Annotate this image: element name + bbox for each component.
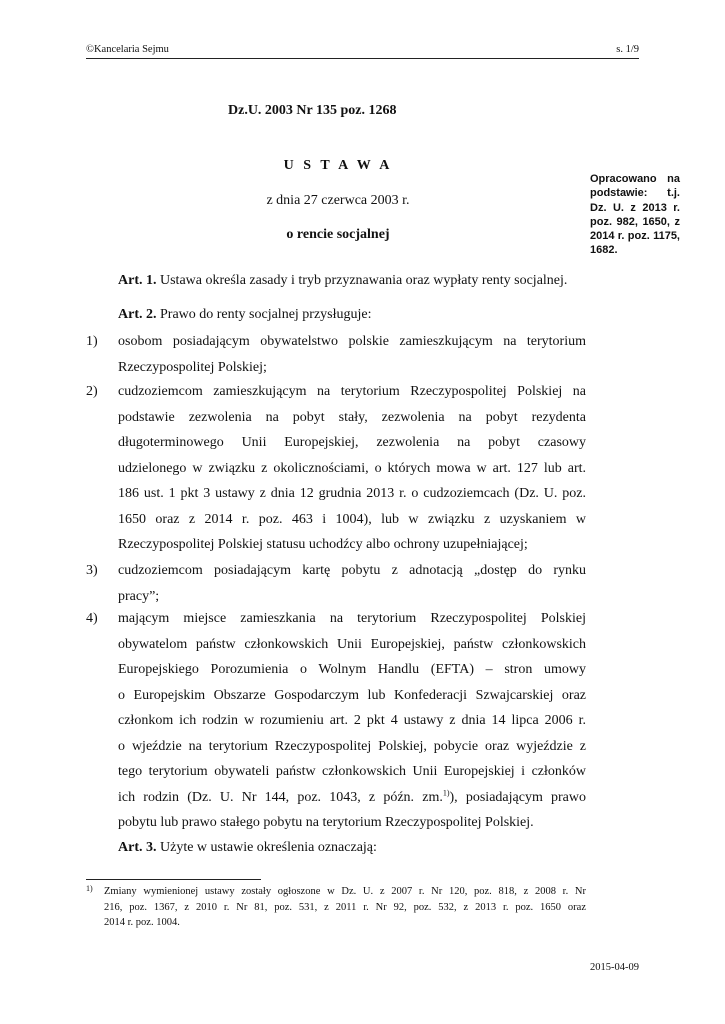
list-item-text bbox=[118, 379, 586, 558]
list-item-number: 1) bbox=[86, 334, 98, 349]
footnote-line: Zmiany wymienionej ustawy zostały ogłoszone w Dz. U. z 2007 r. Nr 120, poz. 818, z 2008 r. Nr bbox=[104, 886, 586, 897]
article-2 bbox=[118, 305, 586, 325]
footer-date: 2015-04-09 bbox=[590, 962, 639, 973]
document-type: U S T A W A bbox=[283, 158, 393, 173]
article-1-text: Ustawa określa zasady i tryb przyznawania oraz wypłaty renty socjalnej. bbox=[156, 273, 568, 288]
article-2-text: Prawo do renty socjalnej przysługuje: bbox=[156, 307, 372, 322]
footnote-text bbox=[104, 884, 586, 931]
text-line: cudzoziemcom posiadającym kartę pobytu z adnotacją „dostęp do rynku bbox=[118, 563, 586, 578]
footnote-divider bbox=[86, 879, 261, 880]
list-item-text bbox=[118, 329, 586, 380]
note-line: poz. 982, 1650, z bbox=[590, 215, 680, 228]
text-line: o wjeździe na terytorium Rzeczypospolitej Polskiej, pobycie oraz wyjeździe z bbox=[118, 738, 586, 754]
note-line: Dz. U. z 2013 r. bbox=[590, 201, 680, 214]
text-line: pracy”; bbox=[118, 588, 160, 604]
header-divider bbox=[86, 58, 639, 59]
text-line: członkom ich rodzin w rozumieniu art. 2 pkt 4 ustawy z dnia 14 lipca 2006 r. bbox=[118, 713, 586, 728]
text-line: cudzoziemcom zamieszkującym na terytorium Rzeczypospolitej Polskiej na bbox=[118, 384, 586, 399]
list-item-number: 2) bbox=[86, 384, 98, 399]
text-line: Rzeczypospolitej Polskiej statusu uchodźcy albo ochrony uzupełniającej; bbox=[118, 537, 528, 552]
document-reference: Dz.U. 2003 Nr 135 poz. 1268 bbox=[228, 103, 397, 118]
consolidation-note bbox=[590, 172, 680, 258]
footnote-reference[interactable]: 1) bbox=[442, 787, 450, 797]
text-line: podstawie zezwolenia na pobyt stały, zezwolenia na pobyt rezydenta bbox=[118, 409, 586, 425]
text-line bbox=[118, 785, 586, 811]
text-line: mającym miejsce zamieszkania na terytorium Rzeczypospolitej Polskiej bbox=[118, 611, 586, 626]
text-line: pobytu lub prawo stałego pobytu na terytorium Rzeczypospolitej Polskiej. bbox=[118, 815, 534, 830]
text-segment: ), posiadającym prawo bbox=[449, 789, 587, 805]
list-item-text bbox=[118, 606, 586, 836]
text-line: długoterminowego Unii Europejskiej, zezwolenia na pobyt czasowy bbox=[118, 435, 586, 450]
article-1-label: Art. 1. bbox=[118, 273, 157, 288]
note-line: 1682. bbox=[590, 244, 618, 257]
footnote-line: 2014 r. poz. 1004. bbox=[104, 917, 180, 928]
header-page-number: s. 1/9 bbox=[616, 44, 639, 55]
article-3-text: Użyte w ustawie określenia oznaczają: bbox=[156, 840, 377, 855]
text-line: o Europejskim Obszarze Gospodarczym lub Konfederacji Szwajcarskiej oraz bbox=[118, 687, 586, 703]
text-line: tego terytorium obywateli państw członkowskich Unii Europejskiej i członków bbox=[118, 764, 586, 779]
article-1 bbox=[118, 271, 586, 291]
note-line: 2014 r. poz. 1175, bbox=[590, 230, 680, 243]
text-segment: ich rodzin (Dz. U. Nr 144, poz. 1043, z późn. zm. bbox=[118, 789, 443, 805]
article-3-label: Art. 3. bbox=[118, 840, 157, 855]
note-line: Opracowano na bbox=[590, 173, 680, 185]
text-line: osobom posiadającym obywatelstwo polskie zamieszkującym na terytorium bbox=[118, 334, 586, 349]
article-2-label: Art. 2. bbox=[118, 307, 157, 322]
footnote-line: 216, poz. 1367, z 2010 r. Nr 81, poz. 531, z 2011 r. Nr 92, poz. 532, z 2013 r. poz. 1650 oraz bbox=[104, 901, 586, 913]
list-item-number: 3) bbox=[86, 563, 98, 578]
header-publisher: ©Kancelaria Sejmu bbox=[86, 44, 169, 55]
list-item-text bbox=[118, 558, 586, 609]
footnote-number: 1) bbox=[86, 884, 93, 893]
document-title: o rencie socjalnej bbox=[286, 227, 390, 242]
note-line: podstawie: t.j. bbox=[590, 187, 680, 200]
text-line: Rzeczypospolitej Polskiej; bbox=[118, 359, 267, 375]
text-line: 1650 oraz z 2014 r. poz. 463 i 1004), lub w związku z uzyskaniem w bbox=[118, 511, 586, 527]
text-line: 186 ust. 1 pkt 3 ustawy z dnia 12 grudnia 2013 r. o cudzoziemcach (Dz. U. poz. bbox=[118, 486, 586, 501]
article-3 bbox=[118, 838, 586, 858]
text-line: obywatelom państw członkowskich Unii Europejskiej, państw członkowskich bbox=[118, 636, 586, 652]
document-date: z dnia 27 czerwca 2003 r. bbox=[266, 193, 410, 208]
text-line: Europejskiego Porozumienia o Wolnym Handlu (EFTA) – stron umowy bbox=[118, 662, 586, 677]
list-item-number: 4) bbox=[86, 611, 98, 626]
text-line: udzielonego w związku z okolicznościami, o których mowa w art. 127 lub art. bbox=[118, 460, 586, 476]
